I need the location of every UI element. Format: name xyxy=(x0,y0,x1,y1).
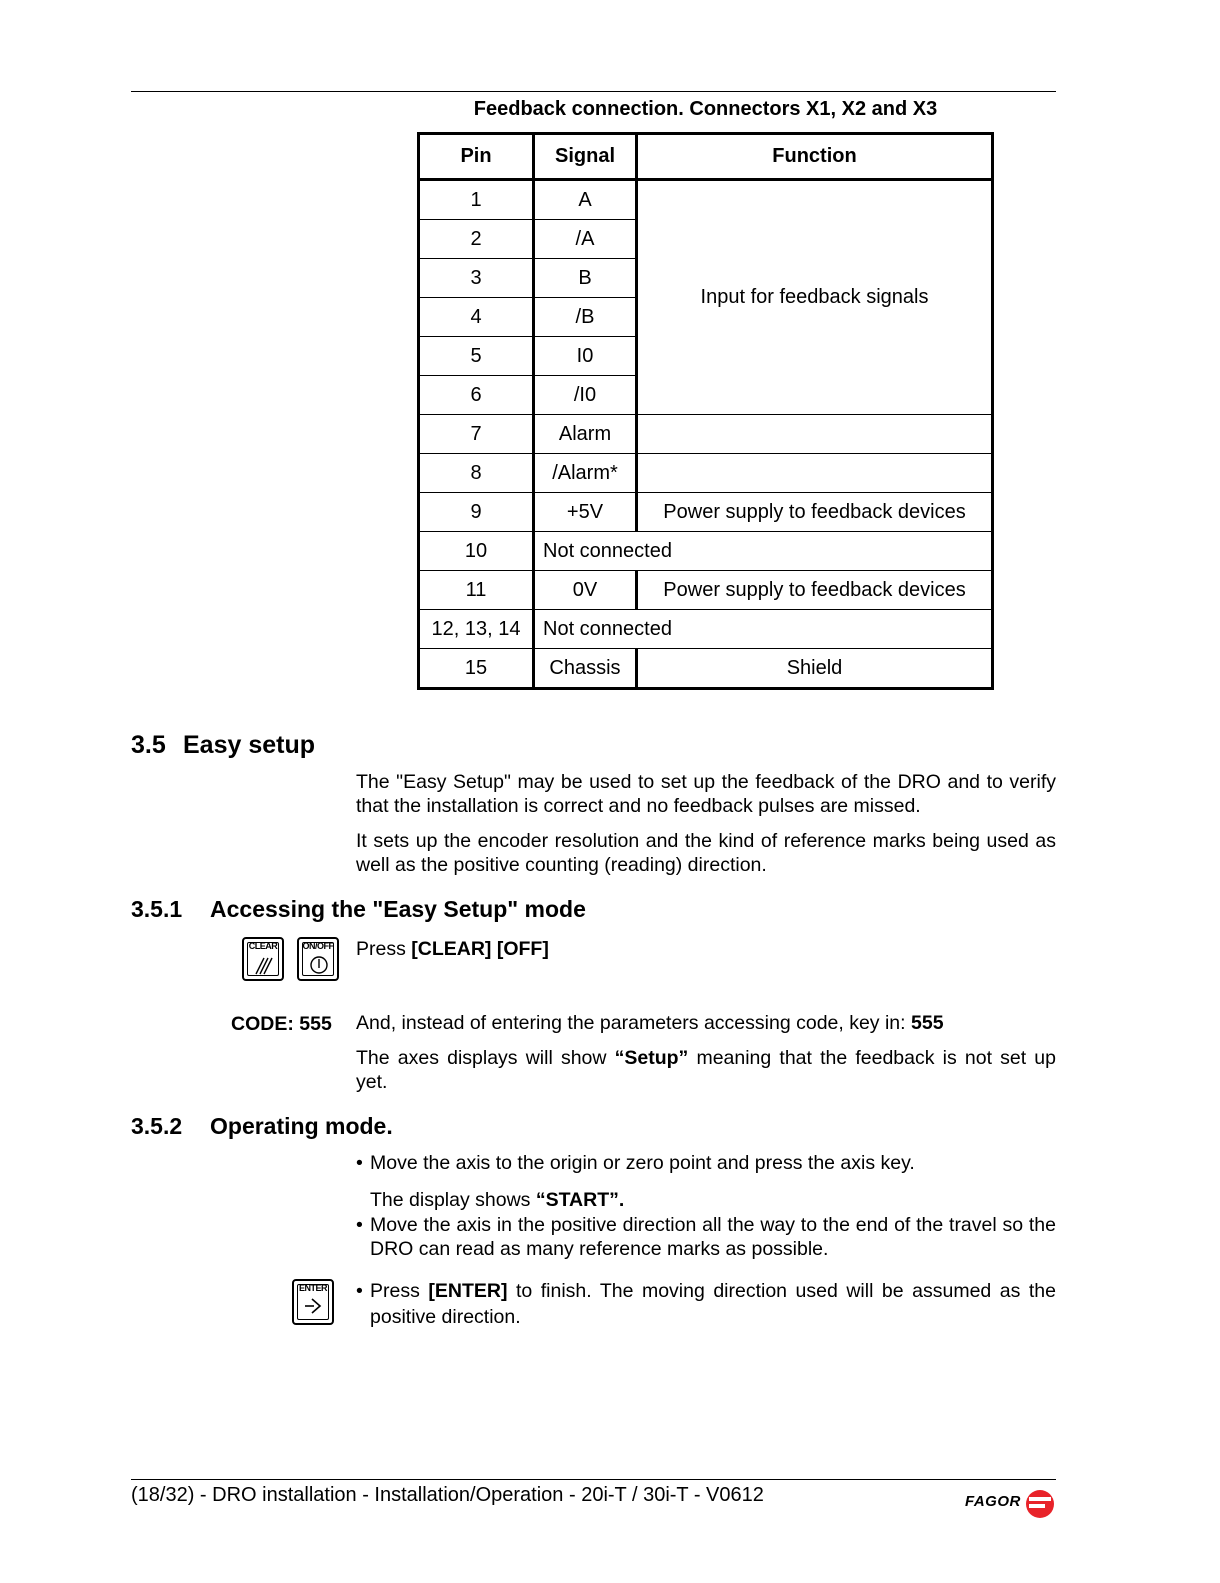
pin-cell: 5 xyxy=(419,337,534,376)
signal-cell: /A xyxy=(534,220,637,259)
pin-cell: 1 xyxy=(419,180,534,220)
merged-cell: Not connected xyxy=(534,532,993,571)
signal-cell: Alarm xyxy=(534,415,637,454)
table-row xyxy=(419,610,993,649)
function-cell: Shield xyxy=(637,649,993,689)
section-number: 3.5.1 xyxy=(131,896,183,922)
clear-key-icon xyxy=(242,937,284,981)
pin-cell: 10 xyxy=(419,532,534,571)
signal-cell: 0V xyxy=(534,571,637,610)
enter-key-text: [ENTER] xyxy=(428,1280,508,1302)
function-cell: Power supply to feedback devices xyxy=(637,493,993,532)
section-title: Accessing the "Easy Setup" mode xyxy=(210,896,586,922)
table-row xyxy=(419,415,993,454)
bullet-icon: • xyxy=(356,1152,363,1174)
table-caption: Feedback connection. Connectors X1, X2 and X3 xyxy=(473,98,938,120)
header-pin: Pin xyxy=(419,134,534,180)
start-word: “START”. xyxy=(535,1189,625,1211)
signal-cell: /Alarm* xyxy=(534,454,637,493)
code-value: 555 xyxy=(911,1012,944,1034)
setup-word: “Setup” xyxy=(614,1047,689,1069)
footer-text: (18/32) - DRO installation - Installation/Operation - 20i-T / 30i-T - V0612 xyxy=(131,1484,764,1506)
signal-cell: A xyxy=(534,180,637,220)
section-heading-3-5-2 xyxy=(131,1113,393,1140)
function-cell-group: Input for feedback signals xyxy=(637,180,993,415)
display-start-text: The display shows “START”. xyxy=(370,1189,625,1211)
pin-cell: 3 xyxy=(419,259,534,298)
signal-cell: +5V xyxy=(534,493,637,532)
table-row xyxy=(419,571,993,610)
code-instruction-text: And, instead of entering the parameters accessing code, key in: 555 xyxy=(356,1012,944,1034)
fagor-logo-text: FAGOR xyxy=(965,1493,1021,1510)
fagor-logo-icon xyxy=(1025,1489,1055,1519)
table-header-row xyxy=(419,134,993,180)
pin-cell: 11 xyxy=(419,571,534,610)
bullet-move-to-origin: • Move the axis to the origin or zero point and press the axis key. xyxy=(356,1152,915,1174)
enter-key-label: ENTER xyxy=(298,1283,327,1293)
section-heading-3-5-1 xyxy=(131,896,586,923)
clear-key-label: CLEAR xyxy=(248,941,278,951)
table-row xyxy=(419,454,993,493)
axes-display-text: The axes displays will show “Setup” meaning that the feedback is not set up yet. xyxy=(356,1047,1057,1093)
signal-cell: Chassis xyxy=(534,649,637,689)
paragraph-easy-setup-details: It sets up the encoder resolution and the kind of reference marks being used as well as the positive counting (reading) direction. xyxy=(356,830,1056,876)
on-off-key-label: ON/OFF xyxy=(302,941,334,951)
pin-cell: 9 xyxy=(419,493,534,532)
signal-cell: /B xyxy=(534,298,637,337)
section-title: Operating mode. xyxy=(210,1113,393,1139)
signal-cell: I0 xyxy=(534,337,637,376)
pin-cell: 4 xyxy=(419,298,534,337)
section-number: 3.5 xyxy=(131,731,166,759)
code-label: CODE: 555 xyxy=(231,1013,332,1035)
bullet-move-positive: • Move the axis in the positive direction all the way to the end of the travel so the DRO can read as many reference marks as possible. xyxy=(356,1214,1056,1260)
table-row xyxy=(419,493,993,532)
power-icon xyxy=(307,954,331,976)
footer-rule xyxy=(131,1479,1056,1480)
header-signal: Signal xyxy=(534,134,637,180)
merged-cell: Not connected xyxy=(534,610,993,649)
function-cell: Power supply to feedback devices xyxy=(637,571,993,610)
pin-cell: 2 xyxy=(419,220,534,259)
header-function: Function xyxy=(637,134,993,180)
clear-off-keys: [CLEAR] [OFF] xyxy=(411,938,549,960)
paragraph-easy-setup-intro: The "Easy Setup" may be used to set up the feedback of the DRO and to verify that the installation is correct and no feedback pulses are missed. xyxy=(356,771,1056,817)
bullet-icon: • xyxy=(356,1280,363,1302)
pin-cell: 8 xyxy=(419,454,534,493)
pin-cell: 12, 13, 14 xyxy=(419,610,534,649)
clear-slash-icon xyxy=(252,954,276,976)
pin-cell: 7 xyxy=(419,415,534,454)
function-cell xyxy=(637,454,993,493)
press-clear-off-text: Press [CLEAR] [OFF] xyxy=(356,938,549,960)
table-row xyxy=(419,649,993,689)
bullet-press-enter: • Press [ENTER] to finish. The moving direction used will be assumed as the positive direction. xyxy=(356,1280,1056,1328)
function-cell xyxy=(637,415,993,454)
feedback-connection-table xyxy=(417,132,994,690)
table-row xyxy=(419,532,993,571)
section-heading-3-5 xyxy=(131,731,315,760)
enter-arrow-icon xyxy=(302,1296,326,1318)
header-rule xyxy=(131,91,1056,92)
pin-cell: 6 xyxy=(419,376,534,415)
section-title: Easy setup xyxy=(183,731,316,759)
bullet-icon: • xyxy=(356,1214,363,1236)
on-off-key-icon xyxy=(297,937,339,981)
signal-cell: /I0 xyxy=(534,376,637,415)
table-row xyxy=(419,180,993,220)
signal-cell: B xyxy=(534,259,637,298)
section-number: 3.5.2 xyxy=(131,1113,183,1139)
enter-key-icon xyxy=(292,1279,334,1325)
pin-cell: 15 xyxy=(419,649,534,689)
